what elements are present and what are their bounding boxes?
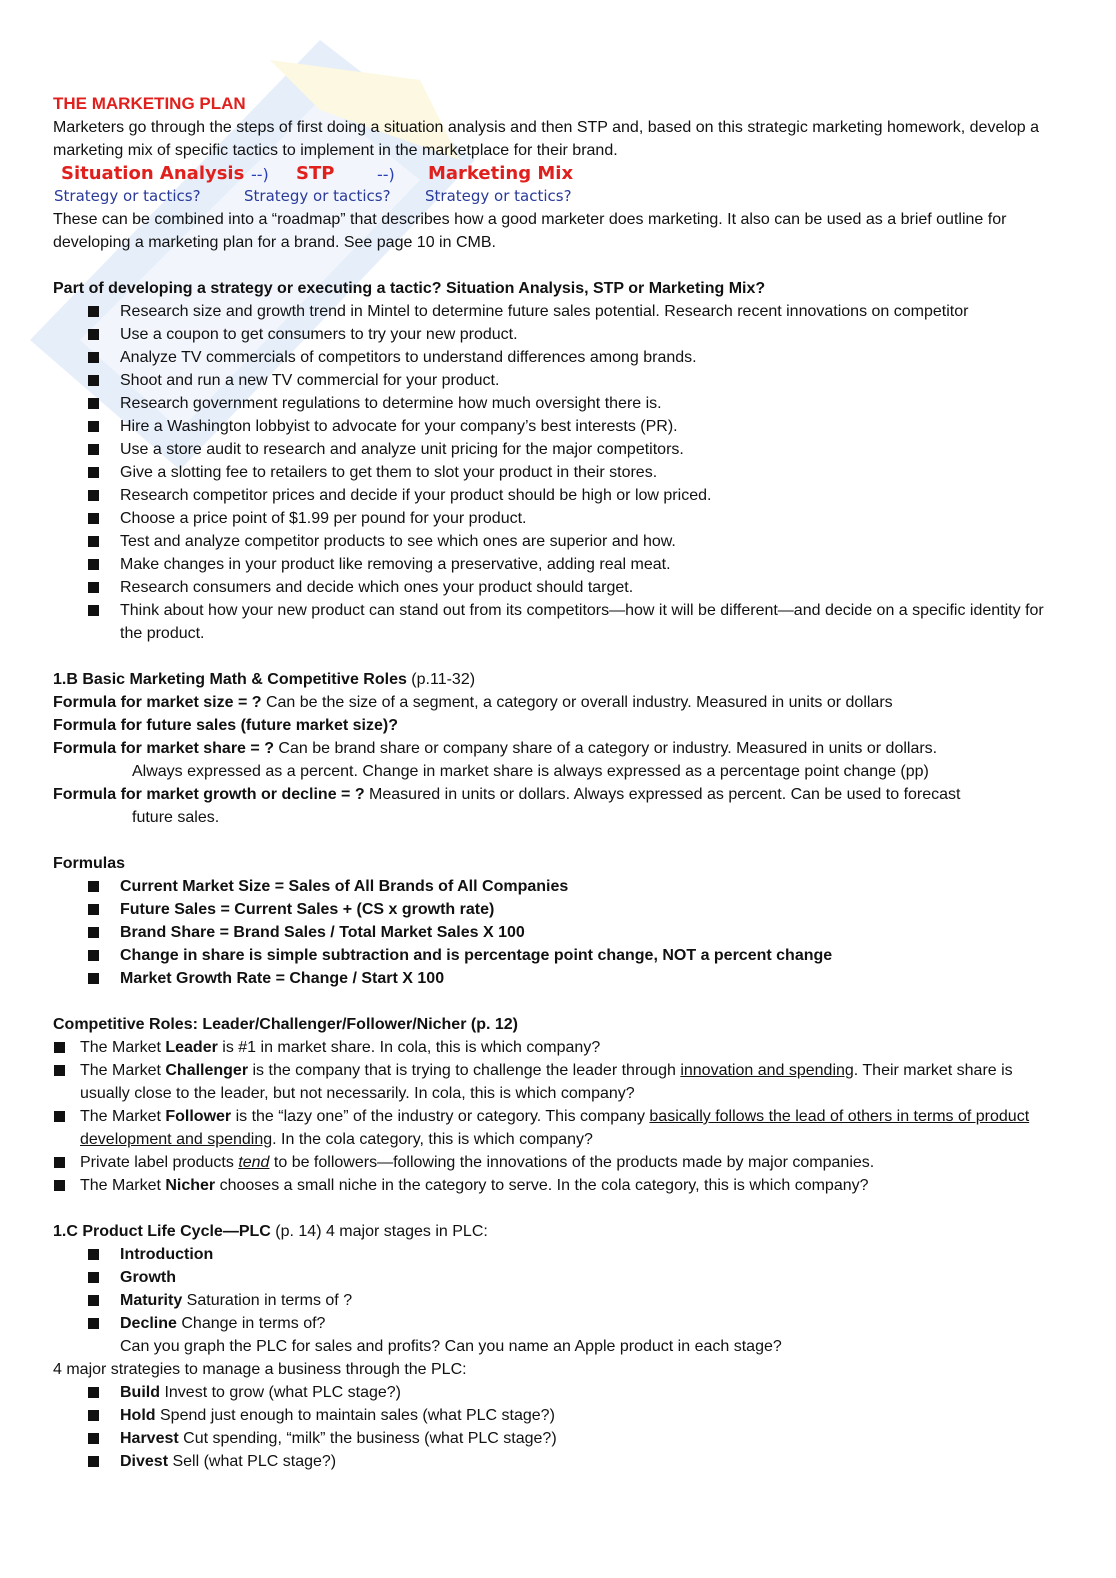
list-item: Private label products tend to be followers—following the innovations of the products made by major companies. bbox=[53, 1151, 1058, 1174]
formulas-heading: Formulas bbox=[53, 855, 126, 872]
square-bullet-icon bbox=[88, 950, 99, 961]
roles-list bbox=[53, 1036, 1058, 1197]
square-bullet-icon bbox=[88, 1410, 99, 1421]
square-bullet-icon bbox=[88, 904, 99, 915]
formula-market-share: Formula for market share = ? Can be brand share or company share of a category or industry. Measured in units or dollars. bbox=[53, 740, 938, 757]
list-item: The Market Follower is the “lazy one” of the industry or category. This company basically follows the lead of others in terms of product development and spending. In the cola category, this is which company? bbox=[53, 1105, 1058, 1151]
list-item: Hold Spend just enough to maintain sales (what PLC stage?) bbox=[53, 1404, 1058, 1427]
plc-stages-list bbox=[53, 1243, 1058, 1335]
square-bullet-icon bbox=[88, 513, 99, 524]
square-bullet-icon bbox=[88, 973, 99, 984]
list-item: Research size and growth trend in Mintel to determine future sales potential. Research recent innovations on competitor bbox=[53, 300, 1058, 323]
square-bullet-icon bbox=[88, 421, 99, 432]
formula-market-size: Formula for market size = ? Can be the size of a segment, a category or overall industry. Measured in units or dollars bbox=[53, 694, 893, 711]
page-title: THE MARKETING PLAN bbox=[53, 94, 246, 113]
list-item: Decline Change in terms of? bbox=[53, 1312, 1058, 1335]
list-item: Current Market Size = Sales of All Brands of All Companies bbox=[53, 875, 1058, 898]
square-bullet-icon bbox=[88, 881, 99, 892]
part-list bbox=[53, 300, 1058, 645]
list-item: Shoot and run a new TV commercial for your product. bbox=[53, 369, 1058, 392]
square-bullet-icon bbox=[88, 1249, 99, 1260]
list-item: Hire a Washington lobbyist to advocate for your company’s best interests (PR). bbox=[53, 415, 1058, 438]
list-item: Think about how your new product can stand out from its competitors—how it will be different—and decide on a specific identity for the product. bbox=[53, 599, 1058, 645]
list-item: Market Growth Rate = Change / Start X 100 bbox=[53, 967, 1058, 990]
formula-market-growth: Formula for market growth or decline = ? Measured in units or dollars. Always expressed as percent. Can be used to forecast bbox=[53, 786, 961, 803]
square-bullet-icon bbox=[88, 306, 99, 317]
roadmap-question-3: Strategy or tactics? bbox=[425, 187, 572, 205]
list-item: Change in share is simple subtraction and is percentage point change, NOT a percent change bbox=[53, 944, 1058, 967]
list-item: Growth bbox=[53, 1266, 1058, 1289]
square-bullet-icon bbox=[54, 1180, 65, 1191]
square-bullet-icon bbox=[88, 467, 99, 478]
square-bullet-icon bbox=[88, 927, 99, 938]
list-item: Maturity Saturation in terms of ? bbox=[53, 1289, 1058, 1312]
square-bullet-icon bbox=[54, 1042, 65, 1053]
list-item: Use a store audit to research and analyze unit pricing for the major competitors. bbox=[53, 438, 1058, 461]
square-bullet-icon bbox=[88, 605, 99, 616]
list-item: The Market Challenger is the company that is trying to challenge the leader through innovation and spending. Their market share is usually close to the leader, but not necessarily. In cola, this is which company? bbox=[53, 1059, 1058, 1105]
square-bullet-icon bbox=[88, 352, 99, 363]
list-item: The Market Nicher chooses a small niche in the category to serve. In the cola category, this is which company? bbox=[53, 1174, 1058, 1197]
list-item: Research consumers and decide which ones your product should target. bbox=[53, 576, 1058, 599]
list-item: Future Sales = Current Sales + (CS x growth rate) bbox=[53, 898, 1058, 921]
square-bullet-icon bbox=[54, 1065, 65, 1076]
formula-market-growth-continued: future sales. bbox=[132, 809, 220, 826]
roadmap-step-situation-analysis: Situation Analysis bbox=[61, 163, 245, 184]
plc-graph-question: Can you graph the PLC for sales and profits? Can you name an Apple product in each stage? bbox=[120, 1338, 782, 1355]
roadmap-question-1: Strategy or tactics? bbox=[54, 187, 201, 205]
square-bullet-icon bbox=[54, 1111, 65, 1122]
roadmap-question-2: Strategy or tactics? bbox=[244, 187, 391, 205]
list-item: Choose a price point of $1.99 per pound for your product. bbox=[53, 507, 1058, 530]
square-bullet-icon bbox=[88, 1433, 99, 1444]
list-item: Analyze TV commercials of competitors to understand differences among brands. bbox=[53, 346, 1058, 369]
list-item: Build Invest to grow (what PLC stage?) bbox=[53, 1381, 1058, 1404]
roadmap-diagram bbox=[53, 162, 1058, 208]
list-item: Make changes in your product like removing a preservative, adding real meat. bbox=[53, 553, 1058, 576]
square-bullet-icon bbox=[88, 1295, 99, 1306]
plc-strategies-heading: 4 major strategies to manage a business through the PLC: bbox=[53, 1361, 467, 1378]
roadmap-arrow-1: --) bbox=[251, 165, 269, 184]
square-bullet-icon bbox=[88, 329, 99, 340]
list-item: Research competitor prices and decide if your product should be high or low priced. bbox=[53, 484, 1058, 507]
roadmap-step-stp: STP bbox=[296, 163, 335, 184]
formulas-list bbox=[53, 875, 1058, 990]
square-bullet-icon bbox=[88, 1456, 99, 1467]
roadmap-paragraph: These can be combined into a “roadmap” that describes how a good marketer does marketing. It also can be used as a brief outline for developing a marketing plan for a brand. See page 10 in CMB. bbox=[53, 211, 1007, 251]
square-bullet-icon bbox=[88, 398, 99, 409]
list-item: Harvest Cut spending, “milk” the business (what PLC stage?) bbox=[53, 1427, 1058, 1450]
square-bullet-icon bbox=[88, 536, 99, 547]
roadmap-arrow-2: --) bbox=[377, 165, 395, 184]
square-bullet-icon bbox=[88, 1387, 99, 1398]
intro-paragraph: Marketers go through the steps of first doing a situation analysis and then STP and, based on this strategic marketing homework, develop a marketing mix of specific tactics to implement in the marketplace for their brand. bbox=[53, 119, 1040, 159]
list-item: The Market Leader is #1 in market share. In cola, this is which company? bbox=[53, 1036, 1058, 1059]
square-bullet-icon bbox=[88, 1272, 99, 1283]
roadmap-step-marketing-mix: Marketing Mix bbox=[428, 163, 574, 184]
square-bullet-icon bbox=[88, 444, 99, 455]
square-bullet-icon bbox=[88, 1318, 99, 1329]
list-item: Use a coupon to get consumers to try your new product. bbox=[53, 323, 1058, 346]
formula-future-sales: Formula for future sales (future market size)? bbox=[53, 717, 398, 734]
list-item: Test and analyze competitor products to see which ones are superior and how. bbox=[53, 530, 1058, 553]
square-bullet-icon bbox=[88, 375, 99, 386]
document-page bbox=[53, 92, 1058, 1473]
math-heading: 1.B Basic Marketing Math & Competitive Roles (p.11-32) bbox=[53, 671, 476, 688]
square-bullet-icon bbox=[54, 1157, 65, 1168]
list-item: Research government regulations to determine how much oversight there is. bbox=[53, 392, 1058, 415]
plc-strategies-list bbox=[53, 1381, 1058, 1473]
formula-market-share-continued: Always expressed as a percent. Change in market share is always expressed as a percentage point change (pp) bbox=[132, 763, 929, 780]
list-item: Introduction bbox=[53, 1243, 1058, 1266]
square-bullet-icon bbox=[88, 582, 99, 593]
square-bullet-icon bbox=[88, 490, 99, 501]
list-item: Divest Sell (what PLC stage?) bbox=[53, 1450, 1058, 1473]
roles-heading: Competitive Roles: Leader/Challenger/Follower/Nicher (p. 12) bbox=[53, 1016, 518, 1033]
list-item: Brand Share = Brand Sales / Total Market Sales X 100 bbox=[53, 921, 1058, 944]
list-item: Give a slotting fee to retailers to get them to slot your product in their stores. bbox=[53, 461, 1058, 484]
part-heading: Part of developing a strategy or executing a tactic? Situation Analysis, STP or Marketing Mix? bbox=[53, 280, 766, 297]
square-bullet-icon bbox=[88, 559, 99, 570]
plc-heading: 1.C Product Life Cycle—PLC (p. 14) 4 major stages in PLC: bbox=[53, 1223, 488, 1240]
